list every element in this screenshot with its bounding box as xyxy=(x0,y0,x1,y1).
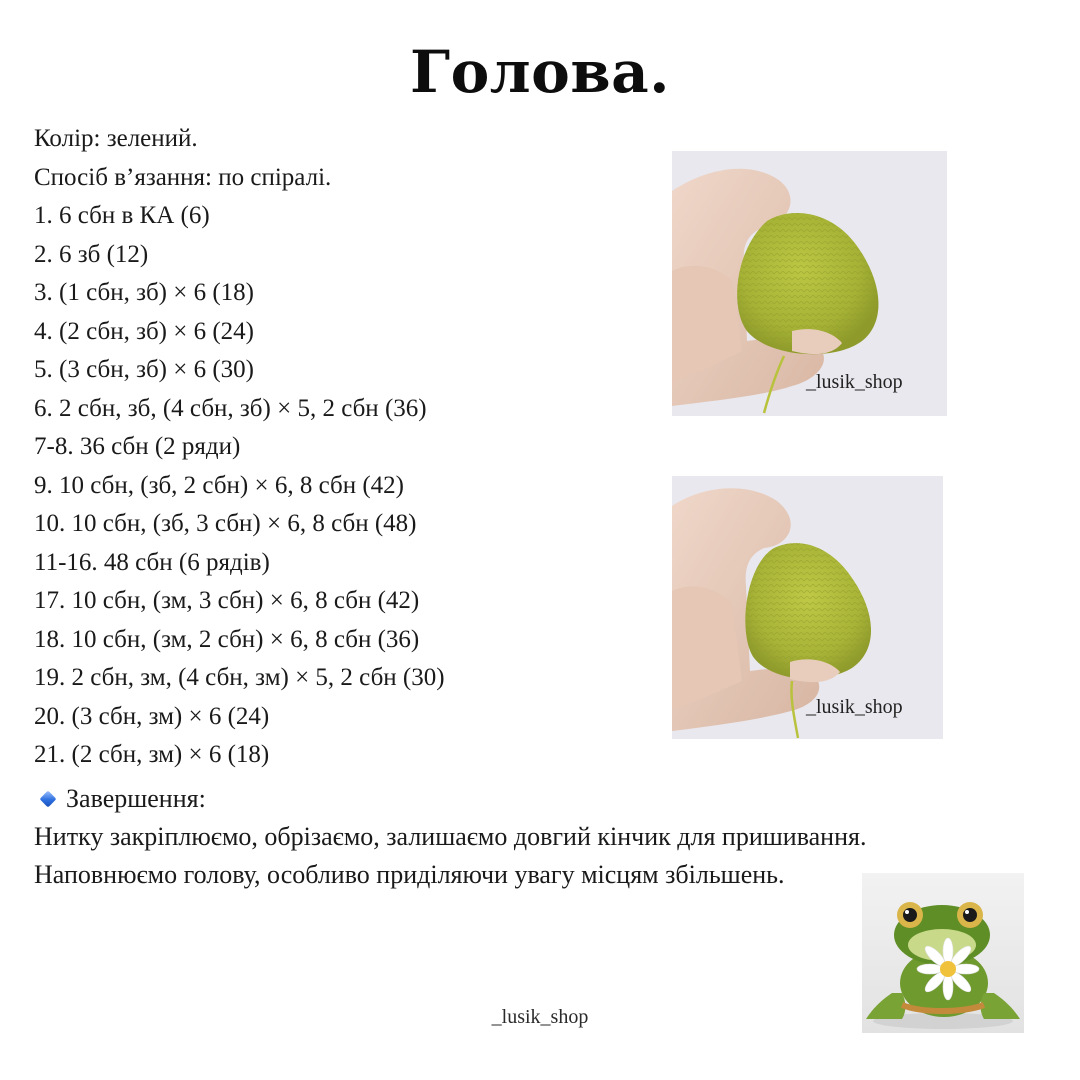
finish-heading-label: Завершення: xyxy=(66,784,206,813)
pattern-line: 18. 10 сбн, (зм, 2 сбн) × 6, 8 сбн (36) xyxy=(34,625,420,653)
pattern-line: 19. 2 сбн, зм, (4 сбн, зм) × 5, 2 сбн (30) xyxy=(34,664,445,691)
finish-paragraph: Наповнюємо голову, особливо приділяючи увагу місцям збільшень. xyxy=(34,860,785,889)
footer-watermark: _lusik_shop xyxy=(491,1006,589,1028)
pattern-line: 9. 10 сбн, (зб, 2 сбн) × 6, 8 сбн (42) xyxy=(34,471,404,499)
pattern-line: 21. (2 сбн, зм) × 6 (18) xyxy=(34,741,270,768)
pattern-line: 17. 10 сбн, (зм, 3 сбн) × 6, 8 сбн (42) xyxy=(34,587,420,614)
blue-diamond-icon xyxy=(40,791,57,808)
finish-instructions xyxy=(34,818,914,894)
photo-watermark: _lusik_shop xyxy=(806,696,903,718)
pattern-line: 4. (2 сбн, зб) × 6 (24) xyxy=(34,317,254,345)
pattern-line: 5. (3 сбн, зб) × 6 (30) xyxy=(34,356,254,383)
pattern-line: 3. (1 сбн, зб) × 6 (18) xyxy=(34,279,254,306)
crochet-head-photo xyxy=(672,476,943,739)
crochet-head-photo xyxy=(672,151,947,416)
pattern-line: Спосіб в’язання: по спіралі. xyxy=(34,163,332,191)
pattern-line: 11-16. 48 сбн (6 рядів) xyxy=(34,548,270,576)
pattern-line: 20. (3 сбн, зм) × 6 (24) xyxy=(34,702,270,730)
pattern-line: Колір: зелений. xyxy=(34,125,198,152)
photo-watermark: _lusik_shop xyxy=(806,371,903,393)
pattern-line: 7-8. 36 сбн (2 ряди) xyxy=(34,433,241,460)
finish-heading xyxy=(40,780,206,818)
finish-paragraph: Нитку закріплюємо, обрізаємо, залишаємо довгий кінчик для пришивання. xyxy=(34,822,867,851)
pattern-line: 6. 2 сбн, зб, (4 сбн, зб) × 5, 2 сбн (36) xyxy=(34,394,427,422)
page-title: Голова. xyxy=(410,38,670,106)
pattern-instructions xyxy=(34,120,654,775)
pattern-line: 1. 6 сбн в КА (6) xyxy=(34,202,210,229)
pattern-line: 2. 6 зб (12) xyxy=(34,240,149,268)
pattern-line: 10. 10 сбн, (зб, 3 сбн) × 6, 8 сбн (48) xyxy=(34,510,417,537)
